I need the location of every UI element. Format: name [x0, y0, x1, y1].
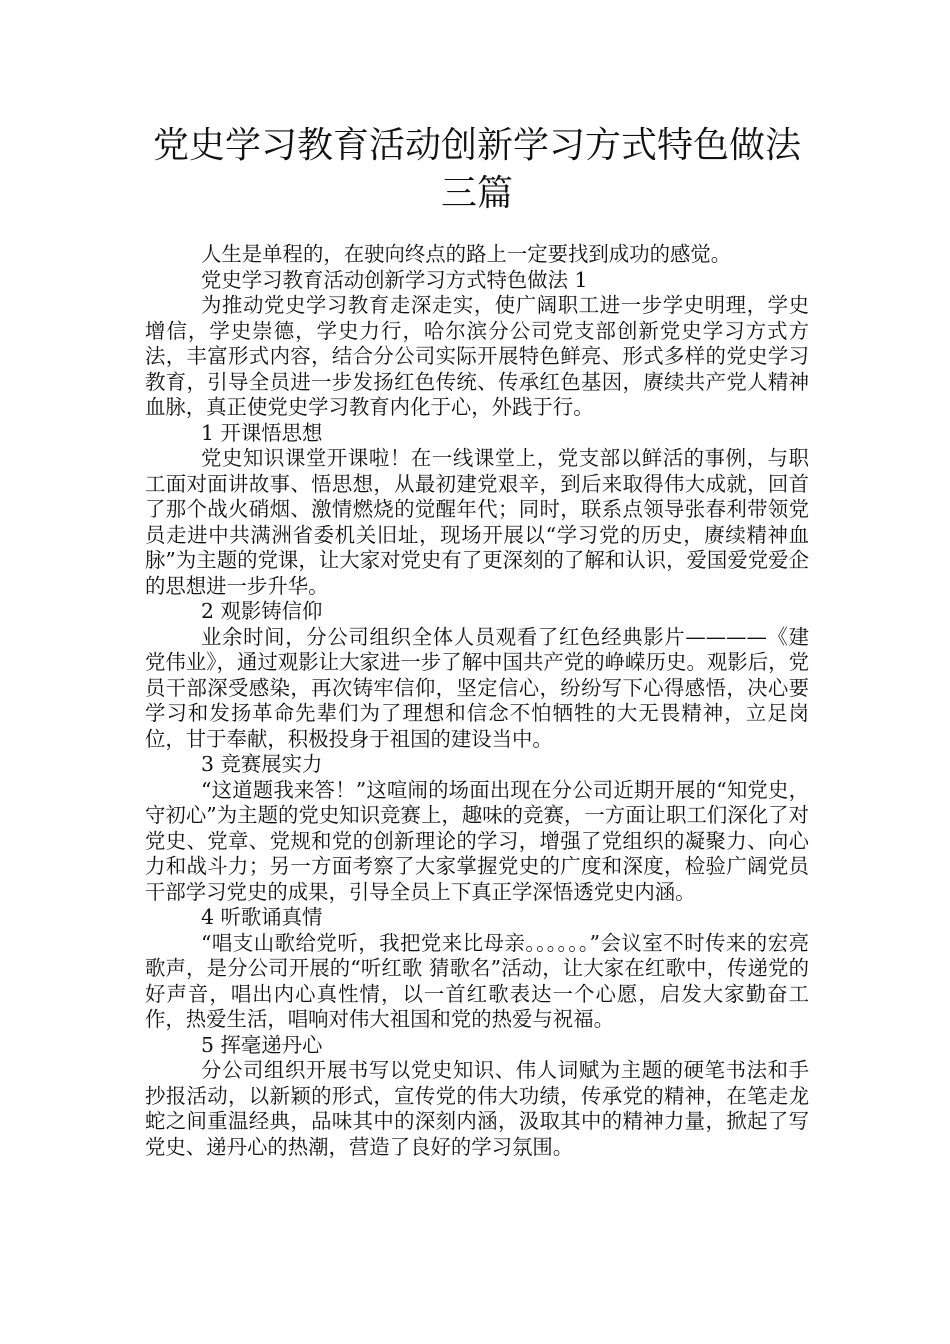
- title-line-2: 三篇: [440, 173, 513, 214]
- section-heading-2: 2 观影铸信仰: [201, 599, 323, 623]
- section-body-2: 业余时间，分公司组织全体人员观看了红色经典影片————《建党伟业》，通过观影让大家进一步了解中国共产党的峥嵘历史。观影后，党员干部深受感染，再次铸牢信仰，坚定信心，纷纷写下心得感悟，决心要学习和发扬革命先辈们为了理想和信念不怕牺牲的大无畏精神，立足岗位，甘于奉献，积极投身于祖国的建设当中。: [145, 624, 809, 751]
- section-body-4: “唱支山歌给党听，我把党来比母亲。。。。。。”会议室不时传来的宏亮歌声，是分公司开展的“听红歌 猜歌名”活动，让大家在红歌中，传递党的好声音，唱出内心真性情，以一首红歌表达一个心愿，启发大家勤奋工作，热爱生活，唱响对伟大祖国和党的热爱与祝福。: [145, 930, 809, 1031]
- document-title: [145, 122, 809, 218]
- article-subtitle: 党史学习教育活动创新学习方式特色做法 1: [201, 267, 588, 292]
- intro-line: 人生是单程的，在驶向终点的路上一定要找到成功的感觉。: [201, 242, 732, 266]
- intro-paragraph: 为推动党史学习教育走深走实，使广阔职工进一步学史明理，学史增信，学史崇德，学史力行，哈尔滨分公司党支部创新党史学习方式方法，丰富形式内容，结合分公司实际开展特色鲜亮、形式多样的党史学习教育，引导全员进一步发扬红色传统、传承红色基因，赓续共产党人精神血脉，真正使党史学习教育内化于心，外践于行。: [145, 293, 809, 419]
- document-page: [145, 122, 809, 1160]
- section-heading-3: 3 竞赛展实力: [201, 752, 323, 776]
- section-body-1: 党史知识课堂开课啦！在一线课堂上，党支部以鲜活的事例，与职工面对面讲故事、悟思想，从最初建党艰辛，到后来取得伟大成就，回首了那个战火硝烟、激情燃烧的觉醒年代；同时，联系点领导张春利带领党员走进中共满洲省委机关旧址，现场开展以“学习党的历史，赓续精神血脉”为主题的党课，让大家对党史有了更深刻的了解和认识，爱国爱党爱企的思想进一步升华。: [145, 446, 809, 598]
- section-body-5: 分公司组织开展书写以党史知识、伟人词赋为主题的硬笔书法和手抄报活动，以新颖的形式，宣传党的伟大功绩，传承党的精神，在笔走龙蛇之间重温经典，品味其中的深刻内涵，汲取其中的精神力量，掀起了写党史、递丹心的热潮，营造了良好的学习氛围。: [145, 1058, 809, 1159]
- section-heading-4: 4 听歌诵真情: [201, 905, 323, 929]
- section-body-3: “这道题我来答！”这喧闹的场面出现在分公司近期开展的“知党史，守初心”为主题的党史知识竞赛上，趣味的竞赛，一方面让职工们深化了对党史、党章、党规和党的创新理论的学习，增强了党组织的凝聚力、向心力和战斗力；另一方面考察了大家掌握党史的广度和深度，检验广阔党员干部学习党史的成果，引导全员上下真正学深悟透党史内涵。: [145, 777, 809, 904]
- section-heading-1: 1 开课悟思想: [201, 420, 323, 445]
- section-heading-5: 5 挥毫递丹心: [201, 1032, 323, 1057]
- title-line-1: 党史学习教育活动创新学习方式特色做法: [152, 125, 801, 166]
